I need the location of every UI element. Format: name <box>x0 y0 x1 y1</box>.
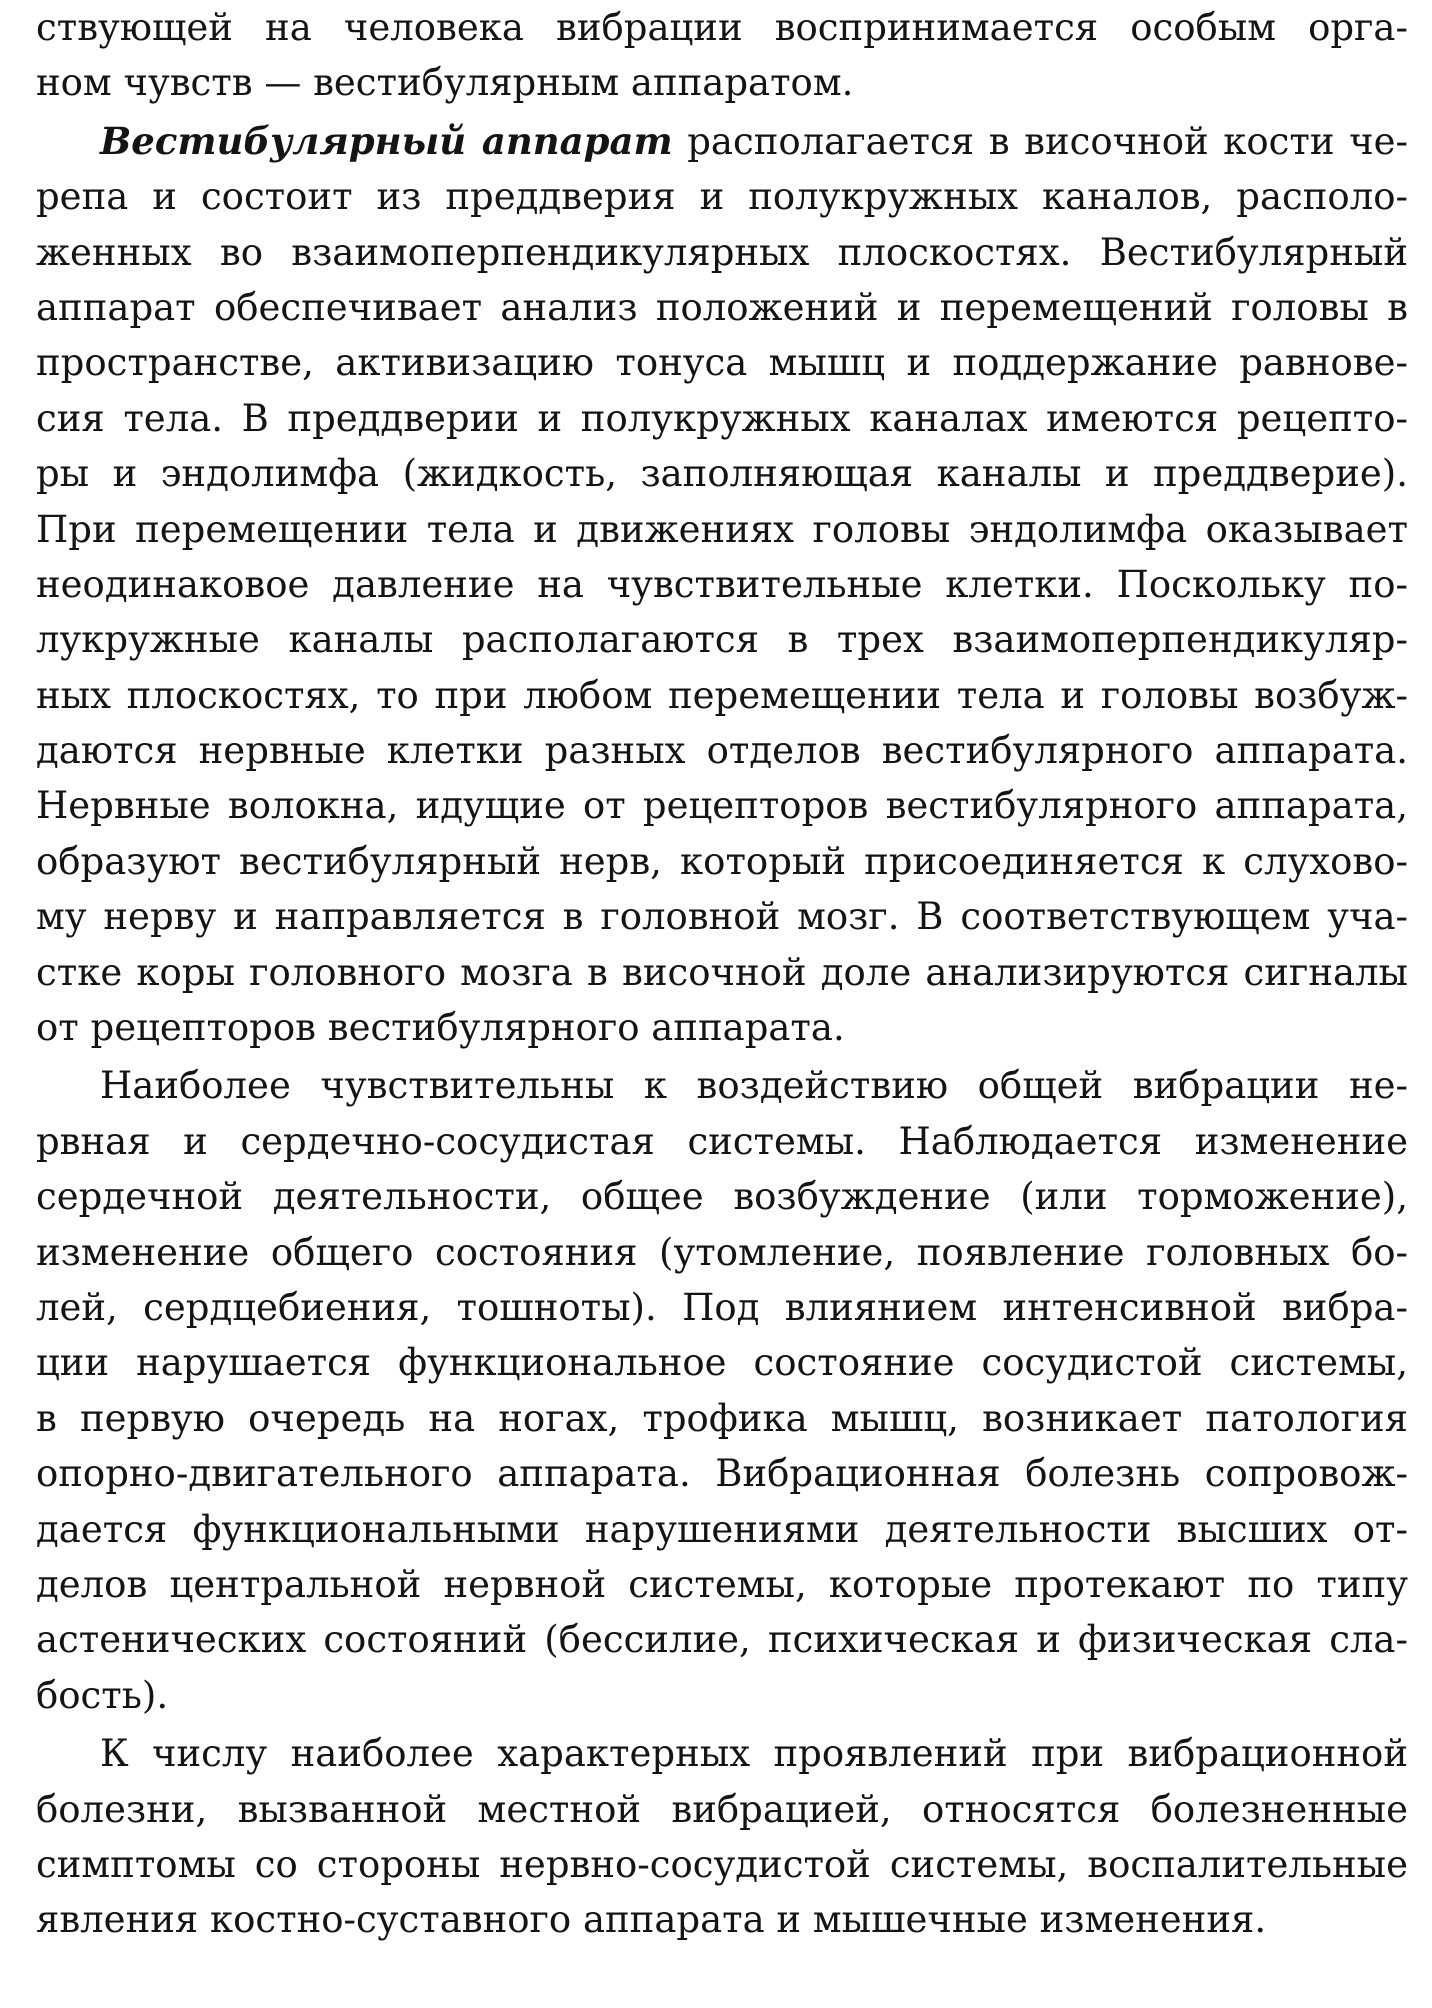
paragraph-2 <box>36 114 1408 1056</box>
text-fragment: располагается в височной кости че- <box>672 119 1408 163</box>
text-line: ных плоскостях, то при любом перемещении тела и головы возбуж- <box>36 673 1408 717</box>
text-line <box>36 114 1408 169</box>
text-line: бость). <box>36 1673 169 1717</box>
text-line: женных во взаимоперпендикулярных плоскостях. Вестибулярный <box>36 230 1408 274</box>
text-line: неодинаковое давление на чувствительные клетки. Поскольку по- <box>36 562 1408 606</box>
paragraph-1 <box>36 0 1408 111</box>
text-line: опорно-двигательного аппарата. Вибрационная болезнь сопровож- <box>36 1452 1408 1496</box>
text-line: делов центральной нервной системы, которые протекают по типу <box>36 1562 1408 1606</box>
text-line: Нервные волокна, идущие от рецепторов вестибулярного аппарата, <box>36 784 1408 828</box>
document-page <box>36 0 1408 1948</box>
text-line: ции нарушается функциональное состояние сосудистой системы, <box>36 1341 1408 1385</box>
text-line: му нерву и направляется в головной мозг. В соответствующем уча- <box>36 895 1408 939</box>
text-line: репа и состоит из преддверия и полукружных каналов, располо- <box>36 175 1408 219</box>
paragraph-3 <box>36 1058 1408 1723</box>
term-vestibular-apparatus: Вестибулярный аппарат <box>100 118 673 163</box>
text-line: астенических состояний (бессилие, психическая и физическая сла- <box>36 1618 1408 1662</box>
text-line: изменение общего состояния (утомление, появление головных бо- <box>36 1230 1408 1274</box>
text-line: рвная и сердечно-сосудистая системы. Наблюдается изменение <box>36 1119 1408 1163</box>
text-line: даются нервные клетки разных отделов вестибулярного аппарата. <box>36 729 1408 773</box>
text-line: сия тела. В преддверии и полукружных каналах имеются рецепто- <box>36 396 1408 440</box>
text-line: Наиболее чувствительны к воздействию общей вибрации не- <box>100 1064 1408 1108</box>
text-line: болезни, вызванной местной вибрацией, относятся болезненные <box>36 1787 1408 1831</box>
text-line: ры и эндолимфа (жидкость, заполняющая каналы и преддверие). <box>36 452 1408 496</box>
text-line: явления костно-суставного аппарата и мышечные изменения. <box>36 1898 1267 1942</box>
text-line: лукружные каналы располагаются в трех взаимоперпендикуляр- <box>36 618 1408 662</box>
text-line: ном чувств — вестибулярным аппаратом. <box>36 61 854 105</box>
text-line: пространстве, активизацию тонуса мышц и поддержание равнове- <box>36 341 1408 385</box>
text-line: от рецепторов вестибулярного аппарата. <box>36 1006 845 1050</box>
text-line: симптомы со стороны нервно-сосудистой системы, воспалительные <box>36 1842 1408 1886</box>
text-line: дается функциональными нарушениями деятельности высших от- <box>36 1507 1408 1551</box>
text-line: К числу наиболее характерных проявлений при вибрационной <box>100 1732 1408 1776</box>
text-line: образуют вестибулярный нерв, который присоединяется к слухово- <box>36 839 1408 883</box>
text-line: При перемещении тела и движениях головы эндолимфа оказывает <box>36 507 1408 551</box>
text-line: в первую очередь на ногах, трофика мышц, возникает патология <box>36 1396 1408 1440</box>
paragraph-4 <box>36 1726 1408 1948</box>
text-line: сердечной деятельности, общее возбуждение (или торможение), <box>36 1175 1408 1219</box>
text-line: аппарат обеспечивает анализ положений и перемещений головы в <box>36 285 1408 329</box>
text-line: стке коры головного мозга в височной доле анализируются сигналы <box>36 950 1408 994</box>
text-line: ствующей на человека вибрации воспринимается особым орга- <box>36 6 1408 49</box>
text-line: лей, сердцебиения, тошноты). Под влиянием интенсивной вибра- <box>36 1285 1408 1329</box>
